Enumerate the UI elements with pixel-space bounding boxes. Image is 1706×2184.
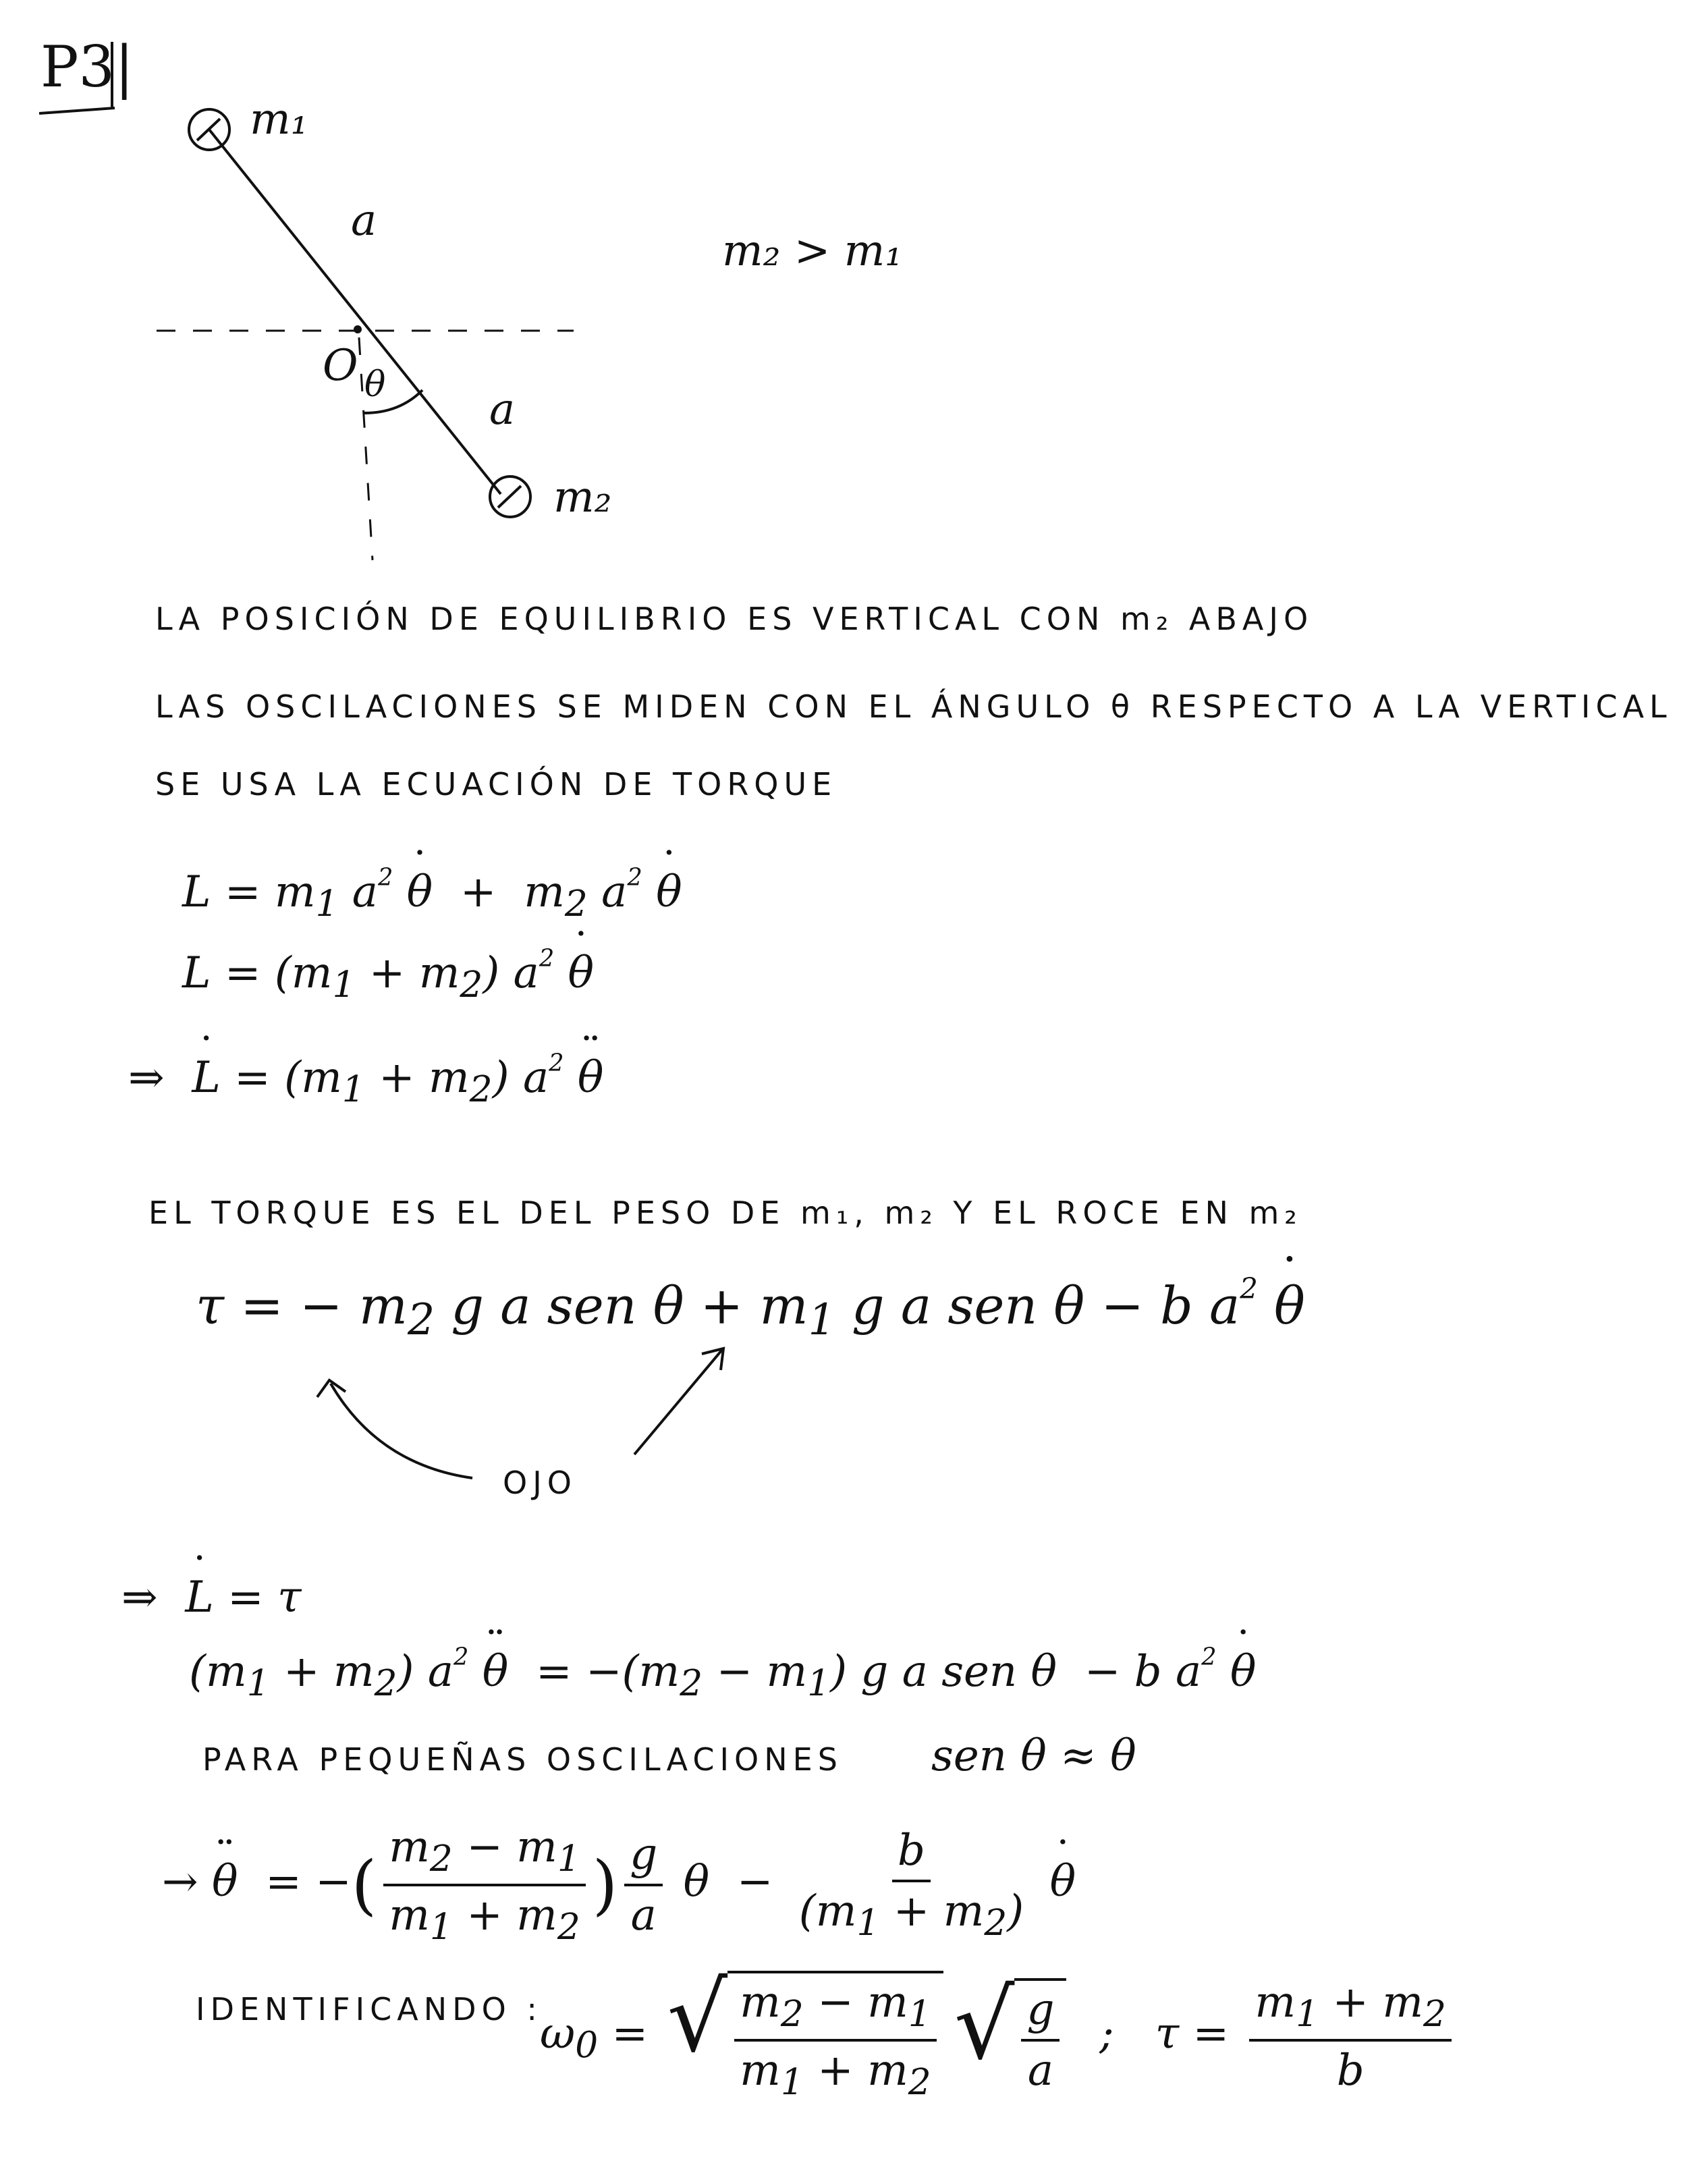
mass-top-label: m₁ xyxy=(250,94,308,144)
ojo-arrow-left xyxy=(331,1384,472,1478)
eq-identification: $\omega_0$ = √ $\frac{m_2 - m_1}{m_1 + m_2}$ √ $\frac{g}{a}$ ; τ = $\frac{m_1 + m_2}{b}$ xyxy=(540,1971,1458,2103)
eq-motion: $(m_1 + m_2)$ $a^2$ ¨ $\theta = -(m_2 - m_1)$ g a sen θ − b $a^2$ ˙ θ xyxy=(189,1647,1256,1704)
text-small-oscillations: PARA PEQUEÑAS OSCILACIONES xyxy=(202,1741,843,1778)
eq-l-dot-equals-tau: ⇒ ˙ L = τ xyxy=(121,1573,302,1622)
pivot-point xyxy=(354,325,362,333)
pivot-label: O xyxy=(323,341,358,391)
text-torque-source: EL TORQUE ES EL DEL PESO DE m₁, m₂ Y EL ROCE EN m₂ xyxy=(148,1195,1302,1231)
mass-bottom-label: m₂ xyxy=(553,472,612,522)
eq-linearized: → ¨ θ = −( $\frac{m_2 - m_1}{m_1 + m_2}$ ) $\frac{g}{a}$ θ − $\frac{b}{(m_1 + m_2)}$ ˙ θ xyxy=(162,1822,1076,1948)
text-oscillations: LAS OSCILACIONES SE MIDEN CON EL ÁNGULO θ RESPECTO A LA VERTICAL xyxy=(155,688,1672,725)
eq-angular-momentum-2: $L = (m_1 + m_2)$ $a^2$ ˙ θ xyxy=(182,948,594,1006)
ojo-arrow-left-head xyxy=(317,1380,346,1397)
text-equilibrium: LA POSICIÓN DE EQUILIBRIO ES VERTICAL CON m₂ ABAJO xyxy=(155,601,1314,637)
length-top-label: a xyxy=(351,196,377,246)
text-ojo: OJO xyxy=(503,1465,577,1501)
eq-torque: τ = − $m_2$ g a sen $\theta + m_1$ g a sen θ − b $a^2$ ˙ θ xyxy=(196,1276,1305,1344)
label-underline xyxy=(39,108,115,113)
eq-angular-momentum-1: $L = m_1$ $a^2$ ˙ $\theta + m_2$ $a^2$ ˙ θ xyxy=(182,867,682,925)
text-identify: IDENTIFICANDO : xyxy=(196,1991,543,2027)
ojo-arrow-right xyxy=(634,1350,722,1454)
small-angle-approx: sen θ ≈ θ xyxy=(931,1731,1136,1781)
mass-bottom-hatch xyxy=(498,486,521,508)
rod xyxy=(209,130,501,494)
condition-label: m₂ > m₁ xyxy=(722,226,902,276)
eq-angular-momentum-derivative: ⇒ ˙ $L = (m_1 + m_2)$ $a^2$ ¨ θ xyxy=(128,1053,603,1110)
text-torque-equation: SE USA LA ECUACIÓN DE TORQUE xyxy=(155,766,837,802)
problem-label: P3| xyxy=(40,34,134,100)
angle-label: θ xyxy=(364,364,386,405)
length-bottom-label: a xyxy=(489,385,516,435)
